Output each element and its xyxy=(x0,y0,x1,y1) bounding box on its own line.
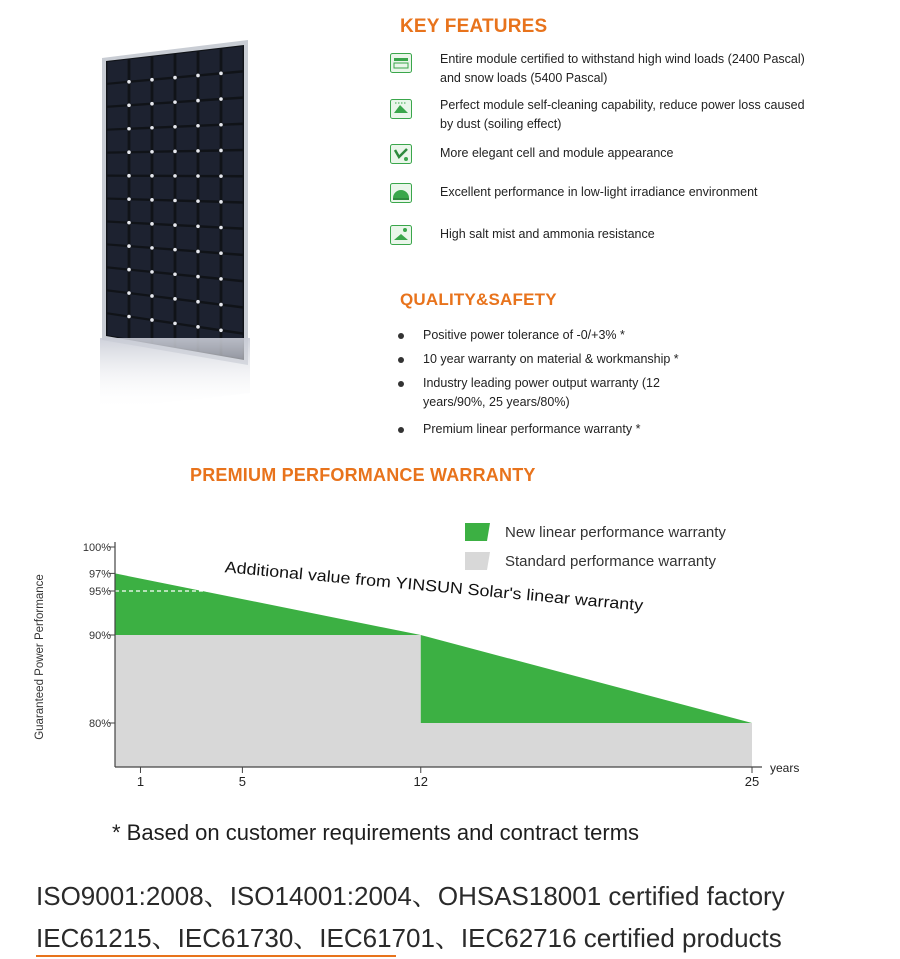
panel-cell-joint xyxy=(150,198,154,202)
y-tick-label: 90% xyxy=(88,630,111,642)
panel-cell-joint xyxy=(196,149,200,153)
panel-cell xyxy=(107,223,127,245)
panel-cell xyxy=(199,49,219,74)
panel-cell xyxy=(153,297,173,322)
feature-text: Excellent performance in low-light irradiance environment xyxy=(440,185,758,199)
feature-text: Perfect module self-cleaning capability, reduce power loss caused by dust (soiling effect) xyxy=(440,98,805,131)
legend-linear-label: New linear performance warranty xyxy=(505,524,726,541)
panel-cell-joint xyxy=(196,124,200,128)
panel-cell xyxy=(153,79,173,103)
bullet-icon xyxy=(398,333,404,339)
panel-cell-joint xyxy=(127,103,131,107)
y-tick-label: 80% xyxy=(88,718,111,730)
legend-linear-swatch xyxy=(465,523,490,541)
bottom-divider xyxy=(36,955,396,957)
panel-cell xyxy=(153,177,173,199)
panel-cell xyxy=(176,202,196,225)
chart-annotation: Additional value from YINSUN Solar's linear warranty xyxy=(224,559,601,611)
panel-cell xyxy=(107,130,127,152)
quality-text: Positive power tolerance of -0/+3% * xyxy=(423,328,625,342)
panel-cell xyxy=(130,200,150,222)
panel-cell-joint xyxy=(173,150,177,154)
panel-cell xyxy=(199,100,219,124)
panel-cell xyxy=(107,291,127,315)
panel-cell-joint xyxy=(196,174,200,178)
salt-mist-icon xyxy=(390,225,412,245)
quality-text: 10 year warranty on material & workmanship * xyxy=(423,352,679,366)
panel-cell xyxy=(199,75,219,100)
panel-cell xyxy=(176,251,196,275)
quality-text: Industry leading power output warranty (12 years/90%, 25 years/80%) xyxy=(423,376,660,409)
panel-cell-joint xyxy=(127,174,131,178)
panel-cell-joint xyxy=(219,174,223,178)
solar-panel-reflection xyxy=(100,338,250,410)
panel-cell xyxy=(222,177,242,201)
panel-cell-joint xyxy=(219,97,223,101)
panel-cell xyxy=(107,246,127,269)
warranty-title: PREMIUM PERFORMANCE WARRANTY xyxy=(190,465,536,485)
panel-cell xyxy=(222,203,242,227)
panel-cell-joint xyxy=(196,250,200,254)
key-features-title: KEY FEATURES xyxy=(400,16,548,37)
panel-cell-joint xyxy=(173,199,177,203)
panel-cell xyxy=(176,77,196,101)
panel-cell-joint xyxy=(196,74,200,78)
panel-cell xyxy=(199,177,219,200)
panel-cell xyxy=(130,224,150,247)
linear-warranty-area xyxy=(421,635,752,723)
panel-cell-joint xyxy=(150,126,154,130)
panel-cell xyxy=(199,303,219,329)
panel-cell xyxy=(176,152,196,175)
panel-cell xyxy=(199,228,219,252)
panel-cell xyxy=(130,153,150,175)
quality-safety-title: QUALITY&SAFETY xyxy=(400,290,557,309)
panel-cell xyxy=(130,129,150,151)
panel-cell xyxy=(153,273,173,297)
panel-cell xyxy=(176,52,196,77)
feature-text: More elegant cell and module appearance xyxy=(440,146,674,160)
panel-cell xyxy=(176,300,196,325)
panel-cell xyxy=(107,268,127,291)
quality-text: Premium linear performance warranty * xyxy=(423,422,641,436)
panel-cell xyxy=(199,126,219,150)
panel-cell xyxy=(130,294,150,318)
x-axis-label: years xyxy=(770,761,800,775)
panel-cell-joint xyxy=(196,99,200,103)
panel-cell xyxy=(153,225,173,248)
panel-cell-joint xyxy=(150,222,154,226)
legend-standard-label: Standard performance warranty xyxy=(505,553,716,570)
panel-cell-joint xyxy=(150,246,154,250)
panel-cell xyxy=(107,153,127,174)
bullet-icon xyxy=(398,357,404,363)
panel-cell-joint xyxy=(150,174,154,178)
x-tick-label: 25 xyxy=(744,774,760,789)
panel-cell xyxy=(153,128,173,151)
panel-cell-joint xyxy=(219,226,223,230)
y-tick-label: 100% xyxy=(82,542,111,554)
panel-cell xyxy=(222,306,242,332)
panel-cell-joint xyxy=(196,225,200,229)
panel-cell xyxy=(199,253,219,278)
panel-cell xyxy=(222,46,242,72)
panel-cell xyxy=(107,314,127,338)
panel-cell xyxy=(199,152,219,175)
panel-cell-joint xyxy=(127,244,131,248)
panel-cell-joint xyxy=(219,123,223,127)
panel-cell-joint xyxy=(173,76,177,80)
panel-cell xyxy=(130,81,150,104)
panel-cell xyxy=(176,226,196,250)
panel-cell-joint xyxy=(127,80,131,84)
panel-cell-joint xyxy=(219,277,223,281)
y-axis-label: Guaranteed Power Performance xyxy=(34,574,46,740)
panel-cell-joint xyxy=(173,322,177,326)
panel-cell-joint xyxy=(150,294,154,298)
footnote: * Based on customer requirements and contract terms xyxy=(112,820,640,845)
elegant-appearance-icon xyxy=(390,144,412,164)
panel-cell-joint xyxy=(196,275,200,279)
panel-cell xyxy=(153,249,173,273)
x-tick-label: 1 xyxy=(136,774,145,789)
panel-cell-joint xyxy=(173,248,177,252)
panel-cell-joint xyxy=(127,315,131,319)
panel-cell-joint xyxy=(127,150,131,154)
panel-cell-joint xyxy=(127,127,131,131)
panel-cell-joint xyxy=(219,72,223,76)
panel-cell xyxy=(199,278,219,303)
panel-cell-joint xyxy=(127,268,131,272)
panel-cell-joint xyxy=(219,251,223,255)
panel-cell-joint xyxy=(173,272,177,276)
panel-cell-joint xyxy=(173,100,177,104)
panel-cell-joint xyxy=(196,300,200,304)
panel-cell xyxy=(222,229,242,254)
panel-cell xyxy=(222,73,242,98)
panel-cell xyxy=(199,202,219,226)
panel-cell xyxy=(107,106,127,128)
panel-cell-joint xyxy=(173,297,177,301)
panel-cell xyxy=(153,153,173,175)
panel-cell xyxy=(130,105,150,128)
feature-text: Entire module certified to withstand high wind loads (2400 Pascal) and snow loads (5400 Pascal) xyxy=(440,52,805,85)
panel-cell xyxy=(222,255,242,280)
panel-cell xyxy=(130,57,150,81)
panel-cell xyxy=(176,102,196,126)
panel-cell-joint xyxy=(173,174,177,178)
panel-cell xyxy=(153,201,173,224)
self-cleaning-icon xyxy=(390,99,412,119)
panel-cell xyxy=(107,83,127,106)
x-tick-label: 12 xyxy=(413,774,428,789)
panel-cell-joint xyxy=(150,102,154,106)
feature-text: High salt mist and ammonia resistance xyxy=(440,227,655,241)
panel-cell-joint xyxy=(150,78,154,82)
panel-cell xyxy=(107,177,127,198)
panel-cell-joint xyxy=(150,270,154,274)
panel-cell xyxy=(130,177,150,199)
panel-cell xyxy=(107,200,127,222)
y-tick-label: 97% xyxy=(88,568,111,581)
x-tick-label: 5 xyxy=(238,774,247,789)
panel-cell xyxy=(222,125,242,149)
load-test-icon xyxy=(390,53,412,73)
panel-cell xyxy=(153,103,173,126)
panel-cell-joint xyxy=(219,303,223,307)
panel-cell-joint xyxy=(196,325,200,329)
product-certifications: IEC61215、IEC61730、IEC61701、IEC62716 certified products xyxy=(36,923,782,953)
panel-cell-joint xyxy=(150,150,154,154)
panel-cell xyxy=(222,99,242,124)
y-tick-label: 95% xyxy=(88,586,111,598)
legend-standard-swatch xyxy=(465,552,490,570)
panel-cell xyxy=(153,54,173,78)
panel-cell xyxy=(176,276,196,301)
panel-cell xyxy=(176,127,196,150)
panel-cell xyxy=(130,247,150,270)
panel-cell-joint xyxy=(196,199,200,203)
bullet-icon xyxy=(398,427,404,433)
panel-cell-joint xyxy=(219,149,223,153)
panel-cell xyxy=(176,177,196,200)
low-light-icon xyxy=(390,183,412,203)
panel-cell xyxy=(222,151,242,175)
panel-cell-joint xyxy=(127,197,131,201)
warranty-chart xyxy=(0,520,900,790)
panel-cell-joint xyxy=(127,221,131,225)
panel-cell-joint xyxy=(127,291,131,295)
panel-cell-joint xyxy=(173,223,177,227)
panel-cell-joint xyxy=(173,125,177,129)
factory-certifications: ISO9001:2008、ISO14001:2004、OHSAS18001 certified factory xyxy=(36,881,785,911)
panel-cell xyxy=(107,60,127,83)
panel-cell xyxy=(222,280,242,306)
panel-cell xyxy=(130,271,150,295)
solar-panel-image xyxy=(100,40,250,365)
panel-cell-joint xyxy=(219,329,223,333)
panel-cell-joint xyxy=(219,200,223,204)
bullet-icon xyxy=(398,381,404,387)
panel-cell-joint xyxy=(150,318,154,322)
